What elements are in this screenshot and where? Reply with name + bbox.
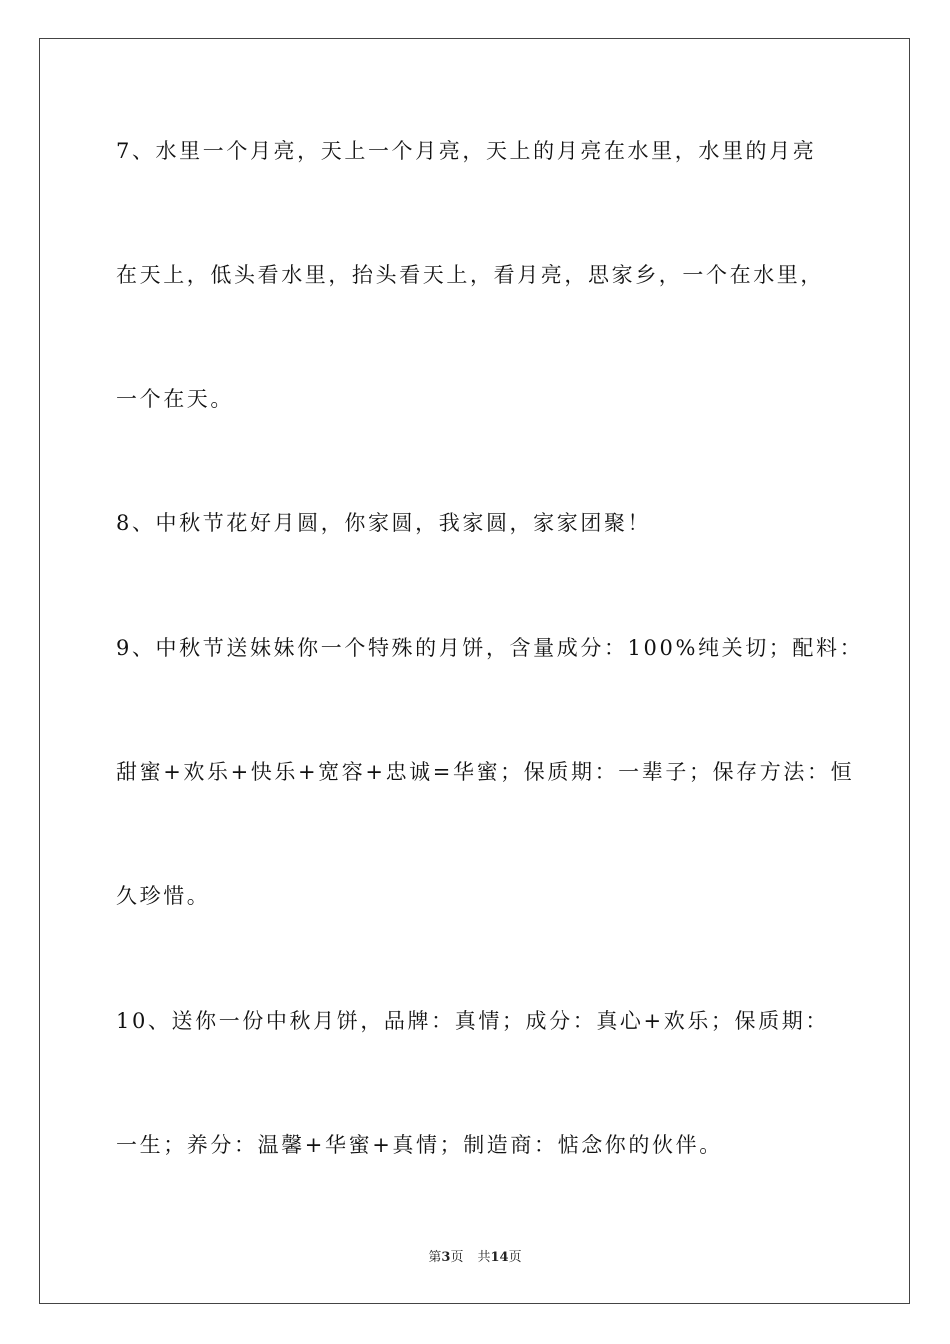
total-prefix: 共 bbox=[477, 1250, 491, 1265]
text-line-4: 8、中秋节花好月圆，你家圆，我家圆，家家团聚！ bbox=[116, 511, 652, 535]
text-line-7: 久珍惜。 bbox=[116, 884, 211, 908]
text-line-2: 在天上，低头看水里，抬头看天上，看月亮，思家乡，一个在水里， bbox=[116, 263, 824, 287]
text-line-6: 甜蜜+欢乐+快乐+宽容+忠诚=华蜜；保质期：一辈子；保存方法：恒 bbox=[116, 760, 855, 784]
total-suffix: 页 bbox=[508, 1250, 522, 1265]
text-line-1: 7、水里一个月亮，天上一个月亮，天上的月亮在水里，水里的月亮 bbox=[116, 139, 817, 163]
text-line-5: 9、中秋节送妹妹你一个特殊的月饼，含量成分：100%纯关切；配料： bbox=[116, 636, 864, 660]
text-line-3: 一个在天。 bbox=[116, 387, 234, 411]
page-suffix: 页 bbox=[450, 1250, 464, 1265]
text-line-9: 一生；养分：温馨+华蜜+真情；制造商：惦念你的伙伴。 bbox=[116, 1133, 723, 1157]
text-line-8: 10、送你一份中秋月饼，品牌：真情；成分：真心+欢乐；保质期： bbox=[116, 1009, 829, 1033]
page-border bbox=[39, 38, 910, 1304]
page-total: 14 bbox=[490, 1250, 509, 1265]
page-current: 3 bbox=[441, 1250, 451, 1265]
page-footer bbox=[0, 1246, 950, 1265]
page-prefix: 第 bbox=[428, 1250, 442, 1265]
